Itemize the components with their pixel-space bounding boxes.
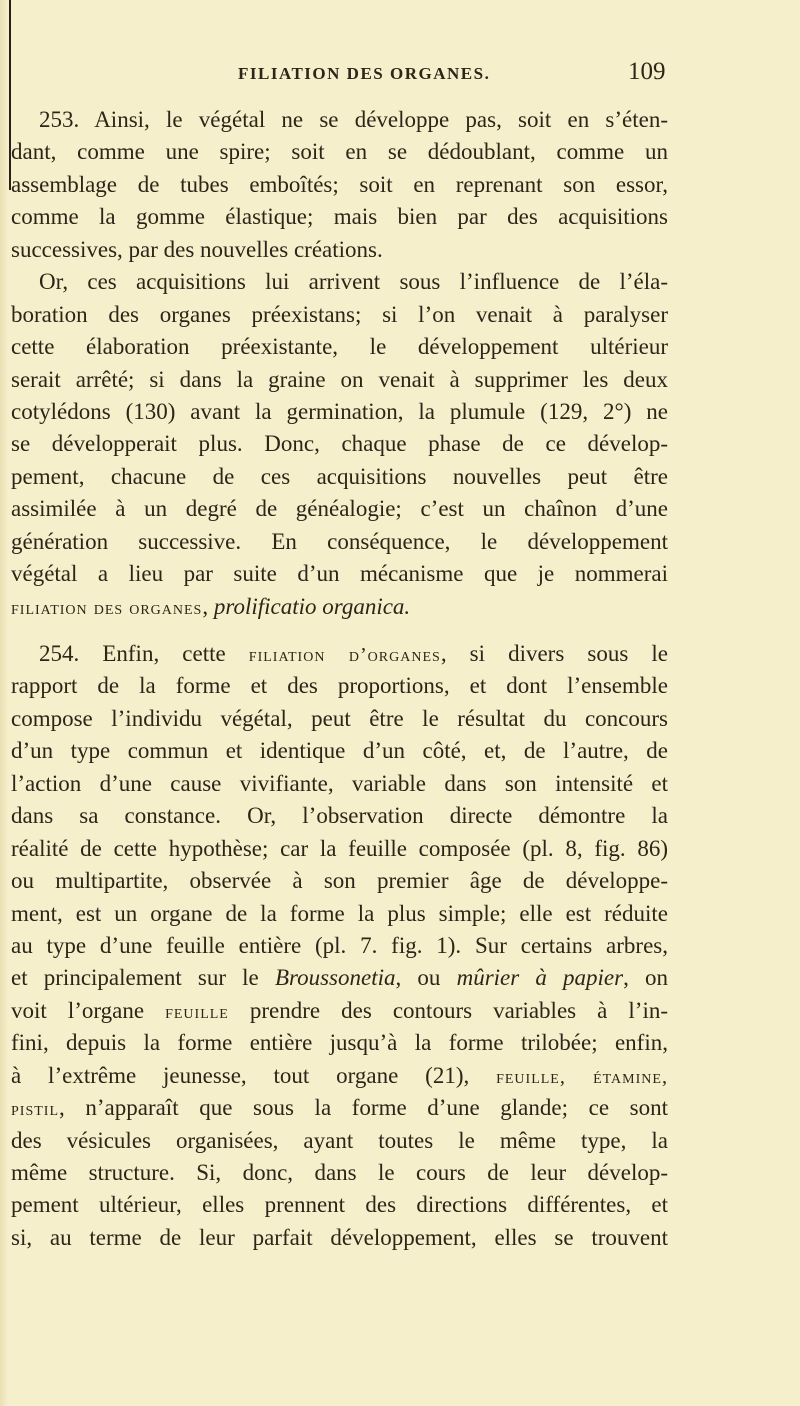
text-segment: au type d’une feuille entière (pl. 7. fig. 1). Sur certains arbres, xyxy=(11,932,668,958)
text-line xyxy=(11,493,668,525)
text-line xyxy=(11,703,668,735)
text-segment: végétal a lieu par suite d’un mécanisme que je nommerai xyxy=(11,561,668,587)
text-line xyxy=(11,800,668,832)
text-segment: pement, chacune de ces acquisitions nouvelles peut être xyxy=(11,463,668,489)
text-line xyxy=(11,169,668,201)
small-caps-term: pistil xyxy=(11,1098,59,1121)
text-segment: réalité de cette hypothèse; car la feuille composée (pl. 8, fig. 86) xyxy=(11,835,668,861)
small-caps-term: feuille, étamine, xyxy=(496,1065,668,1088)
text-segment: cette élaboration préexistante, le développement ultérieur xyxy=(11,334,668,360)
body-text xyxy=(11,104,668,1254)
text-segment: assemblage de tubes emboîtés; soit en reprenant son essor, xyxy=(11,171,668,197)
text-line xyxy=(11,962,668,994)
text-segment: compose l’individu végétal, peut être le résultat du concours xyxy=(11,705,668,731)
text-line xyxy=(11,299,668,331)
text-segment: et principalement sur le xyxy=(11,965,275,991)
italic-term: Broussonetia xyxy=(274,965,396,991)
text-line xyxy=(11,1060,668,1092)
text-segment: rapport de la forme et des proportions, et dont l’ensemble xyxy=(11,673,668,699)
text-segment: prendre des contours variables à l’in- xyxy=(228,997,668,1023)
text-segment: , xyxy=(202,593,214,619)
text-segment: 254. Enfin, cette xyxy=(39,641,249,666)
text-line xyxy=(11,1125,668,1157)
italic-term: prolificatio organica. xyxy=(213,593,411,619)
text-line xyxy=(11,735,668,767)
page-edge-shadow xyxy=(0,0,8,1406)
running-title: FILIATION DES ORGANES. xyxy=(238,64,491,83)
text-line xyxy=(11,201,668,233)
text-line xyxy=(11,526,668,558)
paragraph xyxy=(11,266,668,623)
text-line xyxy=(11,638,668,670)
small-caps-term: filiation d’organes xyxy=(248,644,441,666)
text-segment: pement ultérieur, elles prennent des directions différentes, et xyxy=(11,1192,668,1218)
text-segment: assimilée à un degré de généalogie; c’est un chaînon d’une xyxy=(11,496,668,522)
text-line xyxy=(11,364,668,396)
small-caps-term: filiation des organes xyxy=(11,596,203,619)
text-line xyxy=(11,930,668,962)
page-header xyxy=(0,60,800,90)
text-segment: comme la gomme élastique; mais bien par des acquisitions xyxy=(11,204,668,230)
text-segment: , n’apparaît que sous la forme d’une glande; ce sont xyxy=(59,1095,668,1121)
text-segment: à l’extrême jeunesse, tout organe (21), xyxy=(11,1062,497,1088)
small-caps-term: feuille xyxy=(165,1000,229,1023)
text-segment: voit l’organe xyxy=(11,997,166,1023)
text-line xyxy=(11,1092,668,1124)
text-line xyxy=(11,461,668,493)
text-segment: si, au terme de leur parfait développement, elles se trouvent xyxy=(11,1224,668,1250)
text-segment: , on xyxy=(623,965,668,991)
text-line xyxy=(11,104,668,136)
paragraph xyxy=(11,104,668,266)
text-line xyxy=(11,1222,668,1254)
italic-term: mûrier à papier xyxy=(456,965,624,991)
text-line xyxy=(11,266,668,298)
text-line xyxy=(11,331,668,363)
text-line xyxy=(11,136,668,168)
text-line xyxy=(11,396,668,428)
paragraph-gap xyxy=(11,623,668,638)
text-segment: boration des organes préexistans; si l’on venait à paralyser xyxy=(11,301,668,327)
text-line xyxy=(11,898,668,930)
text-segment: même structure. Si, donc, dans le cours de leur dévelop- xyxy=(11,1160,668,1185)
text-segment: , si divers sous le xyxy=(440,641,668,666)
text-segment: 253. Ainsi, le végétal ne se développe pas, soit en s’éten- xyxy=(39,107,668,132)
text-line xyxy=(11,428,668,460)
text-segment: fini, depuis la forme entière jusqu’à la forme trilobée; enfin, xyxy=(11,1030,668,1056)
page-number: 109 xyxy=(628,58,666,85)
text-segment: génération successive. En conséquence, le développement xyxy=(11,528,668,554)
text-segment: dant, comme une spire; soit en se dédoublant, comme un xyxy=(11,139,668,165)
text-segment: Or, ces acquisitions lui arrivent sous l’influence de l’éla- xyxy=(39,269,668,295)
text-segment: ment, est un organe de la forme la plus simple; elle est réduite xyxy=(11,900,668,926)
paragraph xyxy=(11,638,668,1254)
text-line xyxy=(11,768,668,800)
text-segment: successives, par des nouvelles créations. xyxy=(11,236,383,262)
text-segment: cotylédons (130) avant la germination, la plumule (129, 2°) ne xyxy=(11,398,668,424)
text-segment: dans sa constance. Or, l’observation directe démontre la xyxy=(11,803,668,829)
text-line xyxy=(11,558,668,590)
text-line xyxy=(11,833,668,865)
text-line xyxy=(11,591,668,623)
text-line xyxy=(11,1157,668,1189)
text-line xyxy=(11,1027,668,1059)
text-line xyxy=(11,995,668,1027)
text-segment: se développerait plus. Donc, chaque phase de ce dévelop- xyxy=(11,431,668,457)
text-segment: l’action d’une cause vivifiante, variable dans son intensité et xyxy=(11,770,668,796)
text-line xyxy=(11,670,668,702)
text-line xyxy=(11,234,668,266)
text-segment: ou multipartite, observée à son premier âge de développe- xyxy=(11,868,668,894)
text-segment: des vésicules organisées, ayant toutes le même type, la xyxy=(11,1127,668,1153)
text-segment: serait arrêté; si dans la graine on venait à supprimer les deux xyxy=(11,366,668,392)
text-line xyxy=(11,865,668,897)
text-segment: d’un type commun et identique d’un côté, et, de l’autre, de xyxy=(11,738,668,764)
text-line xyxy=(11,1189,668,1221)
text-segment: , ou xyxy=(395,965,457,991)
